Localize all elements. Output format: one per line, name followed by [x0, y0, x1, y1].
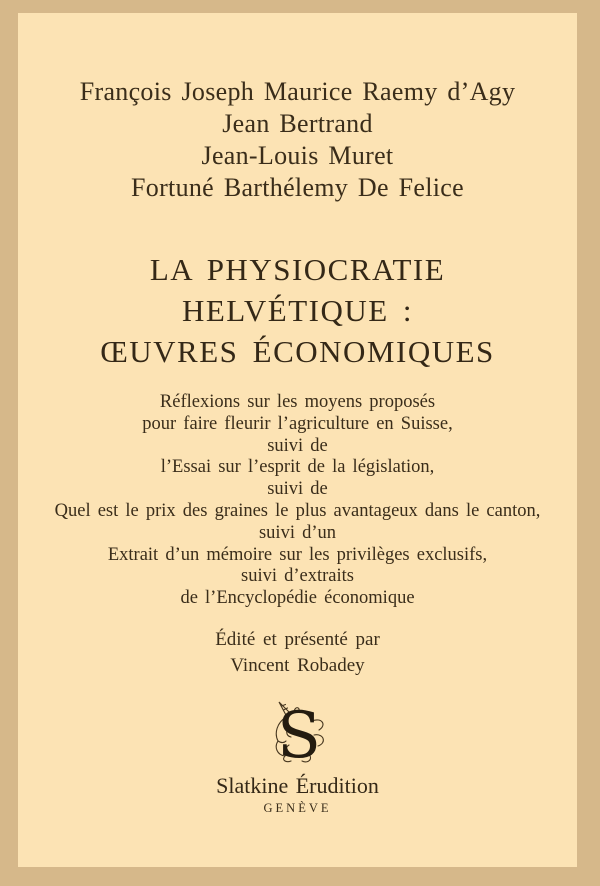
book-title-line: LA PHYSIOCRATIE: [149, 252, 446, 287]
svg-text:S: S: [276, 698, 321, 765]
subtitle-line: Extrait d’un mémoire sur les privilèges exclusifs,: [107, 544, 488, 565]
author-name: François Joseph Maurice Raemy d’Agy: [79, 77, 516, 106]
editor-block: [18, 627, 577, 679]
subtitle-line: de l’Encyclopédie économique: [180, 588, 415, 609]
subtitle-line: Quel est le prix des graines le plus avantageux dans le canton,: [54, 500, 541, 521]
author-name: Jean Bertrand: [222, 109, 373, 138]
author-name: Jean-Louis Muret: [201, 141, 394, 170]
publisher-city: GENÈVE: [263, 800, 332, 815]
subtitle-line: suivi de: [267, 435, 328, 456]
book-title-line: ŒUVRES ÉCONOMIQUES: [100, 334, 495, 369]
subtitle-block: [18, 392, 577, 610]
editor-credit-line: Édité et présenté par: [215, 628, 380, 650]
subtitle-line: pour faire fleurir l’agriculture en Suisse,: [142, 413, 453, 434]
subtitle-line: suivi de: [267, 479, 328, 500]
subtitle-line: l’Essai sur l’esprit de la législation,: [160, 457, 435, 478]
book-title: [18, 249, 577, 372]
cover-panel: [18, 13, 577, 867]
subtitle-line: suivi d’extraits: [241, 566, 354, 587]
subtitle-line: Réflexions sur les moyens proposés: [159, 392, 436, 412]
publisher-logo: [18, 699, 577, 765]
authors-block: [18, 13, 577, 204]
slatkine-unicorn-s-logo: [250, 699, 346, 765]
author-name: Fortuné Barthélemy De Felice: [131, 173, 464, 202]
subtitle-line: suivi d’un: [258, 522, 336, 543]
book-title-line: HELVÉTIQUE :: [181, 293, 414, 328]
publisher-name: Slatkine Érudition: [216, 772, 379, 798]
editor-name: Vincent Robadey: [230, 654, 365, 676]
